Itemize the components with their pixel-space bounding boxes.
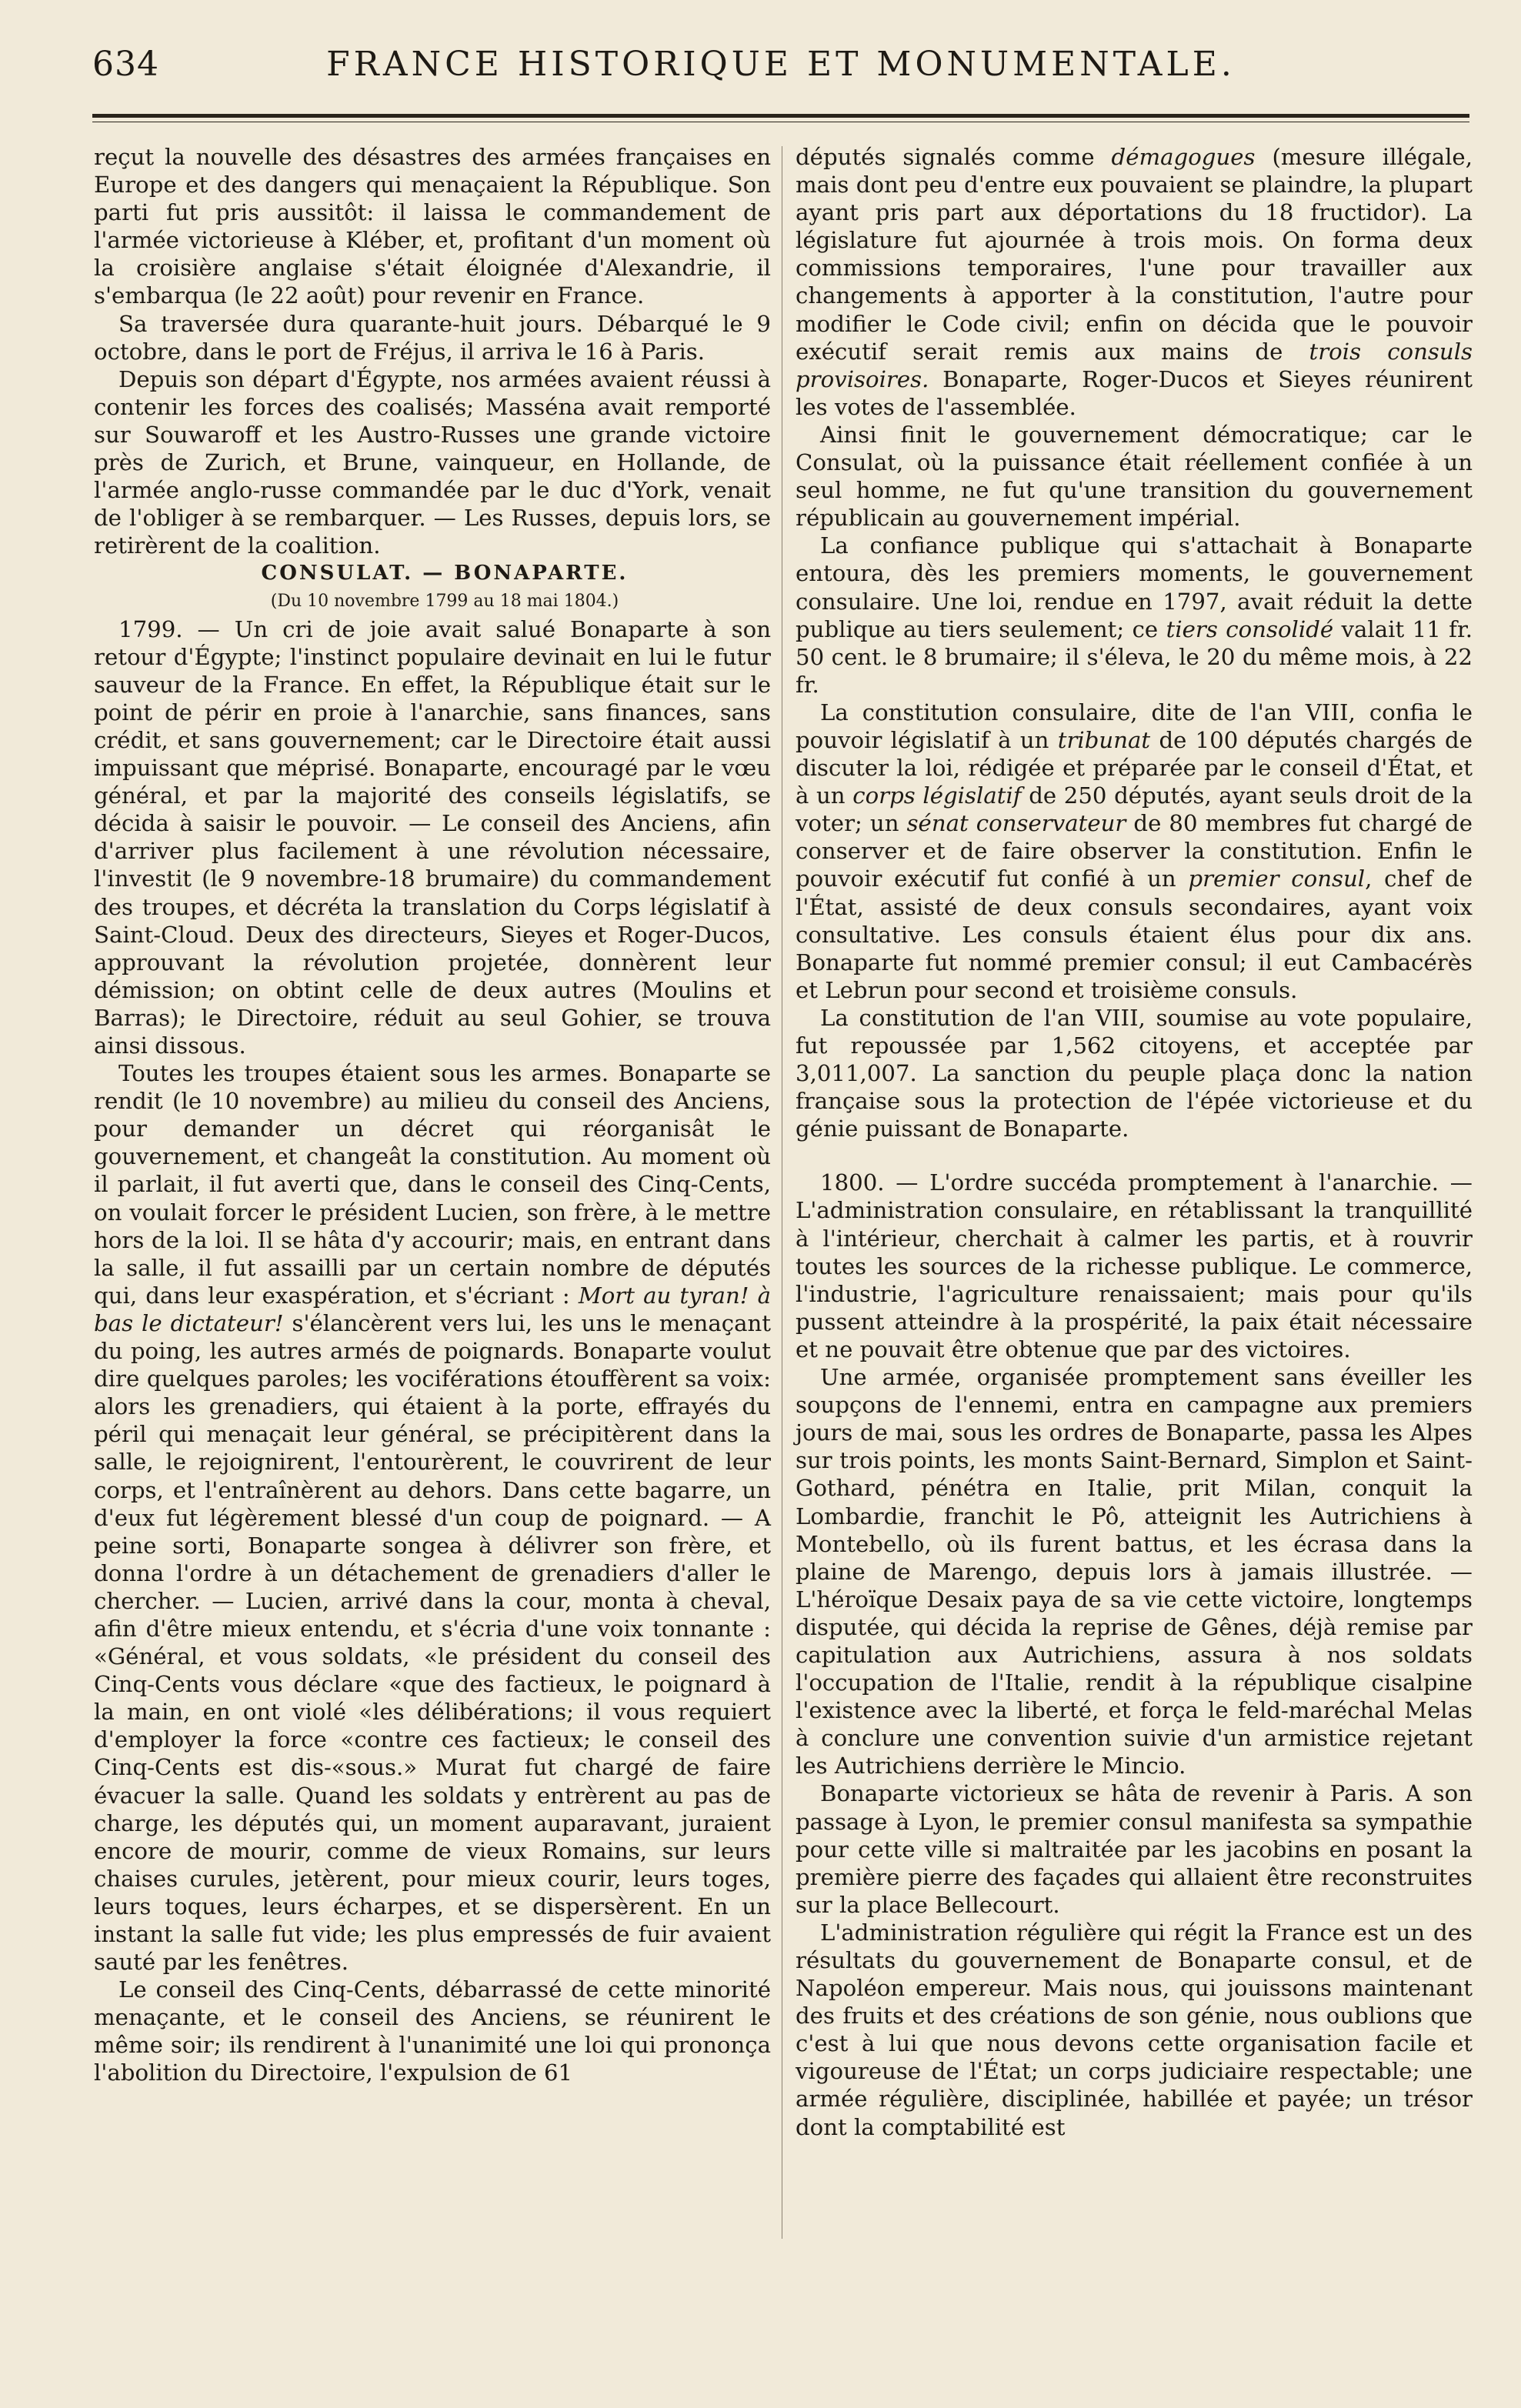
paragraph: L'administration régulière qui régit la France est un des résultats du gouvernement de Bonaparte consul, et de Napoléon empereur. Mais nous, qui jouissons maintenant des fruits et des créations de son génie, nous oublions que c'est à lui que nous devons cette organisation facile et vigoureuse de l'État; un corps judiciaire respectable; une armée régulière, disciplinée, habillée et payée; un trésor dont la comptabilité est	[796, 1919, 1473, 2140]
emphasis: Mort au tyran! à bas le dictateur!	[94, 1282, 771, 1336]
header-rule-thick	[92, 114, 1469, 118]
emphasis: trois consuls provisoires.	[796, 338, 1473, 392]
paragraph: reçut la nouvelle des désastres des armées françaises en Europe et des dangers qui menaçaient la République. Son parti fut pris aussitôt: il laissa le commandement de l'armée victorieuse à Kléber, et, profitant d'un moment où la croisière anglaise s'était éloignée d'Alexandrie, il s'embarqua (le 22 août) pour revenir en France.	[94, 144, 771, 309]
text-run: La constitution consulaire, dite de l'an VIII, confia le pouvoir législatif à un	[796, 699, 1473, 753]
paragraph: Sa traversée dura quarante-huit jours. Débarqué le 9 octobre, dans le port de Fréjus, il arriva le 16 à Paris.	[94, 310, 771, 365]
paragraph: Une armée, organisée promptement sans éveiller les soupçons de l'ennemi, entra en campagne aux premiers jours de mai, sous les ordres de Bonaparte, passa les Alpes sur trois points, les monts Saint-Bernard, Simplon et Saint-Gothard, pénétra en Italie, prit Milan, conquit la Lombardie, franchit le Pô, atteignit les Autrichiens à Montebello, où ils furent battus, et les écrasa dans la plaine de Marengo, depuis lors à jamais illustrée. — L'héroïque Desaix paya de sa vie cette victoire, longtemps disputée, qui décida la reprise de Gênes, déjà remise par capitulation aux Autrichiens, assura à nos soldats l'occupation de l'Italie, rendit à la république cisalpine l'existence avec la liberté, et força le feld-maréchal Melas à conclure une convention suivie d'un armistice rejetant les Autrichiens derrière le Mincio.	[796, 1364, 1473, 1779]
running-title: FRANCE HISTORIQUE ET MONUMENTALE.	[326, 45, 1236, 84]
paragraph: Depuis son départ d'Égypte, nos armées avaient réussi à contenir les forces des coalisés; Masséna avait remporté sur Souwaroff et les Austro-Russes une grande victoire près de Zurich, et Brune, vainqueur, en Hollande, de l'armée anglo-russe commandée par le duc d'York, venait de l'obliger à se rembarquer. — Les Russes, depuis lors, se retirèrent de la coalition.	[94, 365, 771, 559]
section-dates: (Du 10 novembre 1799 au 18 mai 1804.)	[270, 591, 619, 611]
text-run: , chef de l'État, assisté de deux consuls secondaires, ayant voix consultative. Les consuls étaient élus pour dix ans. Bonaparte fut nommé premier consul; il eut Cambacérès et Lebrun pour second et troisième consuls.	[796, 865, 1473, 1003]
paragraph: 1799. — Un cri de joie avait salué Bonaparte à son retour d'Égypte; l'instinct populaire devinait en lui le futur sauveur de la France. En effet, la République était sur le point de périr en proie à l'anarchie, sans finances, sans crédit, et sans gouvernement; car le Directoire était aussi impuissant que méprisé. Bonaparte, encouragé par le vœu général, et par la majorité des conseils législatifs, se décida à saisir le pouvoir. — Le conseil des Anciens, afin d'arriver plus facilement à une révolution nécessaire, l'investit (le 9 novembre-18 brumaire) du commandement des troupes, et décréta la translation du Corps législatif à Saint-Cloud. Deux des directeurs, Sieyes et Roger-Ducos, approuvant la révolution projetée, donnèrent leur démission; on obtint celle de deux autres (Moulins et Barras); le Directoire, réduit au seul Gohier, se trouva ainsi dissous.	[94, 615, 771, 1059]
paragraph: La constitution de l'an VIII, soumise au vote populaire, fut repoussée par 1,562 citoyens, et acceptée par 3,011,007. La sanction du peuple plaça donc la nation française sous la protection de l'épée victorieuse et du génie puissant de Bonaparte.	[796, 1004, 1473, 1142]
emphasis: tiers consolidé	[1166, 615, 1334, 642]
emphasis: corps législatif	[852, 782, 1022, 809]
paragraph	[796, 143, 1473, 421]
page-header	[92, 45, 1469, 98]
right-column	[796, 143, 1473, 2141]
paragraph	[796, 699, 1473, 1004]
paragraph	[94, 1059, 771, 1976]
text-run: Bonaparte, Roger-Ducos et Sieyes réunirent les votes de l'assemblée.	[796, 365, 1473, 420]
text-run: députés signalés comme	[796, 144, 1095, 170]
paragraph: Le conseil des Cinq-Cents, débarrassé de cette minorité menaçante, et le conseil des Anciens, se réunirent le même soir; ils rendirent à l'unanimité une loi qui prononça l'abolition du Directoire, l'expulsion de 61	[94, 1976, 771, 2086]
text-run: de 100 députés chargés de discuter la loi, rédigée et préparée par le conseil d'État, et à un	[796, 726, 1473, 809]
paragraph: Ainsi finit le gouvernement démocratique; car le Consulat, où la puissance était réellement confiée à un seul homme, ne fut qu'une transition du gouvernement républicain au gouvernement impérial.	[796, 421, 1473, 532]
emphasis: sénat conservateur	[906, 810, 1126, 837]
emphasis: premier consul	[1188, 865, 1366, 892]
text-run: La confiance publique qui s'attachait à Bonaparte entoura, dès les premiers moments, le gouvernement consulaire. Une loi, rendue en 1797, avait réduit la dette publique au tiers seulement; ce	[796, 532, 1473, 642]
paragraph	[796, 532, 1473, 699]
paragraph: Bonaparte victorieux se hâta de revenir à Paris. A son passage à Lyon, le premier consul manifesta sa sympathie pour cette ville si maltraitée par les jacobins en posant la première pierre des façades qui allaient être reconstruites sur la place Bellecourt.	[796, 1780, 1473, 1918]
text-run: valait 11 fr. 50 cent. le 8 brumaire; il s'éleva, le 20 du même mois, à 22 fr.	[796, 615, 1473, 698]
left-column	[94, 143, 771, 2087]
text-run: de 250 députés, ayant seuls droit de la voter; un	[796, 782, 1473, 837]
text-run: de 80 membres fut chargé de conserver et de faire observer la constitution. Enfin le pouvoir exécutif fut confié à un	[796, 810, 1473, 892]
emphasis: démagogues	[1111, 144, 1256, 170]
text-run: Toutes les troupes étaient sous les armes. Bonaparte se rendit (le 10 novembre) au milieu du conseil des Anciens, pour demander un décret qui réorganisât le gouvernement, et changeât la constitution. Au moment où il parlait, il fut averti que, dans le conseil des Cinq-Cents, on voulait forcer le président Lucien, son frère, à le mettre hors de la loi. Il se hâta d'y accourir; mais, en entrant dans la salle, il fut assailli par un certain nombre de députés qui, dans leur exaspération, et s'écriant :	[94, 1060, 771, 1309]
emphasis: tribunat	[1057, 726, 1151, 753]
page-number: 634	[92, 45, 159, 84]
text-run: s'élancèrent vers lui, les uns le menaçant du poing, les autres armés de poignards. Bonaparte voulut dire quelques paroles; les vociférations étouffèrent sa voix: alors les grenadiers, qui étaient à la porte, effrayés du péril qui menaçait leur général, se précipitèrent dans la salle, le rejoignirent, l'entourèrent, le couvrirent de leur corps, et l'entraînèrent au dehors. Dans cette bagarre, un d'eux fut légèrement blessé d'un coup de poignard. — A peine sorti, Bonaparte songea à délivrer son frère, et donna l'ordre à un détachement de grenadiers d'aller le chercher. — Lucien, arrivé dans la cour, monta à cheval, afin d'être mieux entendu, et s'écria d'une voix tonnante : «Général, et vous soldats, «le président du conseil des Cinq-Cents vous déclare «que des factieux, le poignard à la main, en ont violé «les délibérations; il vous requiert d'employer la force «contre ces factieux; le conseil des Cinq-Cents est dis-«sous.» Murat fut chargé de faire évacuer la salle. Quand les soldats y entrèrent au pas de charge, les députés qui, un moment auparavant, juraient encore de mourir, comme de vieux Romains, sur leurs chaises curules, jetèrent, pour mieux courir, leurs toges, leurs toques, leurs écharpes, et se dispersèrent. En un instant la salle fut vide; les plus empressés de fuir avaient sauté par les fenêtres.	[94, 1309, 771, 1976]
paragraph: 1800. — L'ordre succéda promptement à l'anarchie. — L'administration consulaire, en rétablissant la tranquillité à l'intérieur, cherchait à calmer les partis, et à rouvrir toutes les sources de la richesse publique. Le commerce, l'industrie, l'agriculture renaissaient; mais pour qu'ils pussent atteindre à la prospérité, la paix était nécessaire et ne pouvait être obtenue que par des victoires.	[796, 1169, 1473, 1362]
section-title: CONSULAT. — BONAPARTE.	[261, 562, 629, 585]
text-run: (mesure illégale, mais dont peu d'entre eux pouvaient se plaindre, la plupart ayant pris part aux déportations du 18 fructidor). La législature fut ajournée à trois mois. On forma deux commissions temporaires, l'une pour travailler aux changements à apporter à la constitution, l'autre pour modifier le Code civil; enfin on décida que le pouvoir exécutif serait remis aux mains de	[796, 144, 1473, 365]
